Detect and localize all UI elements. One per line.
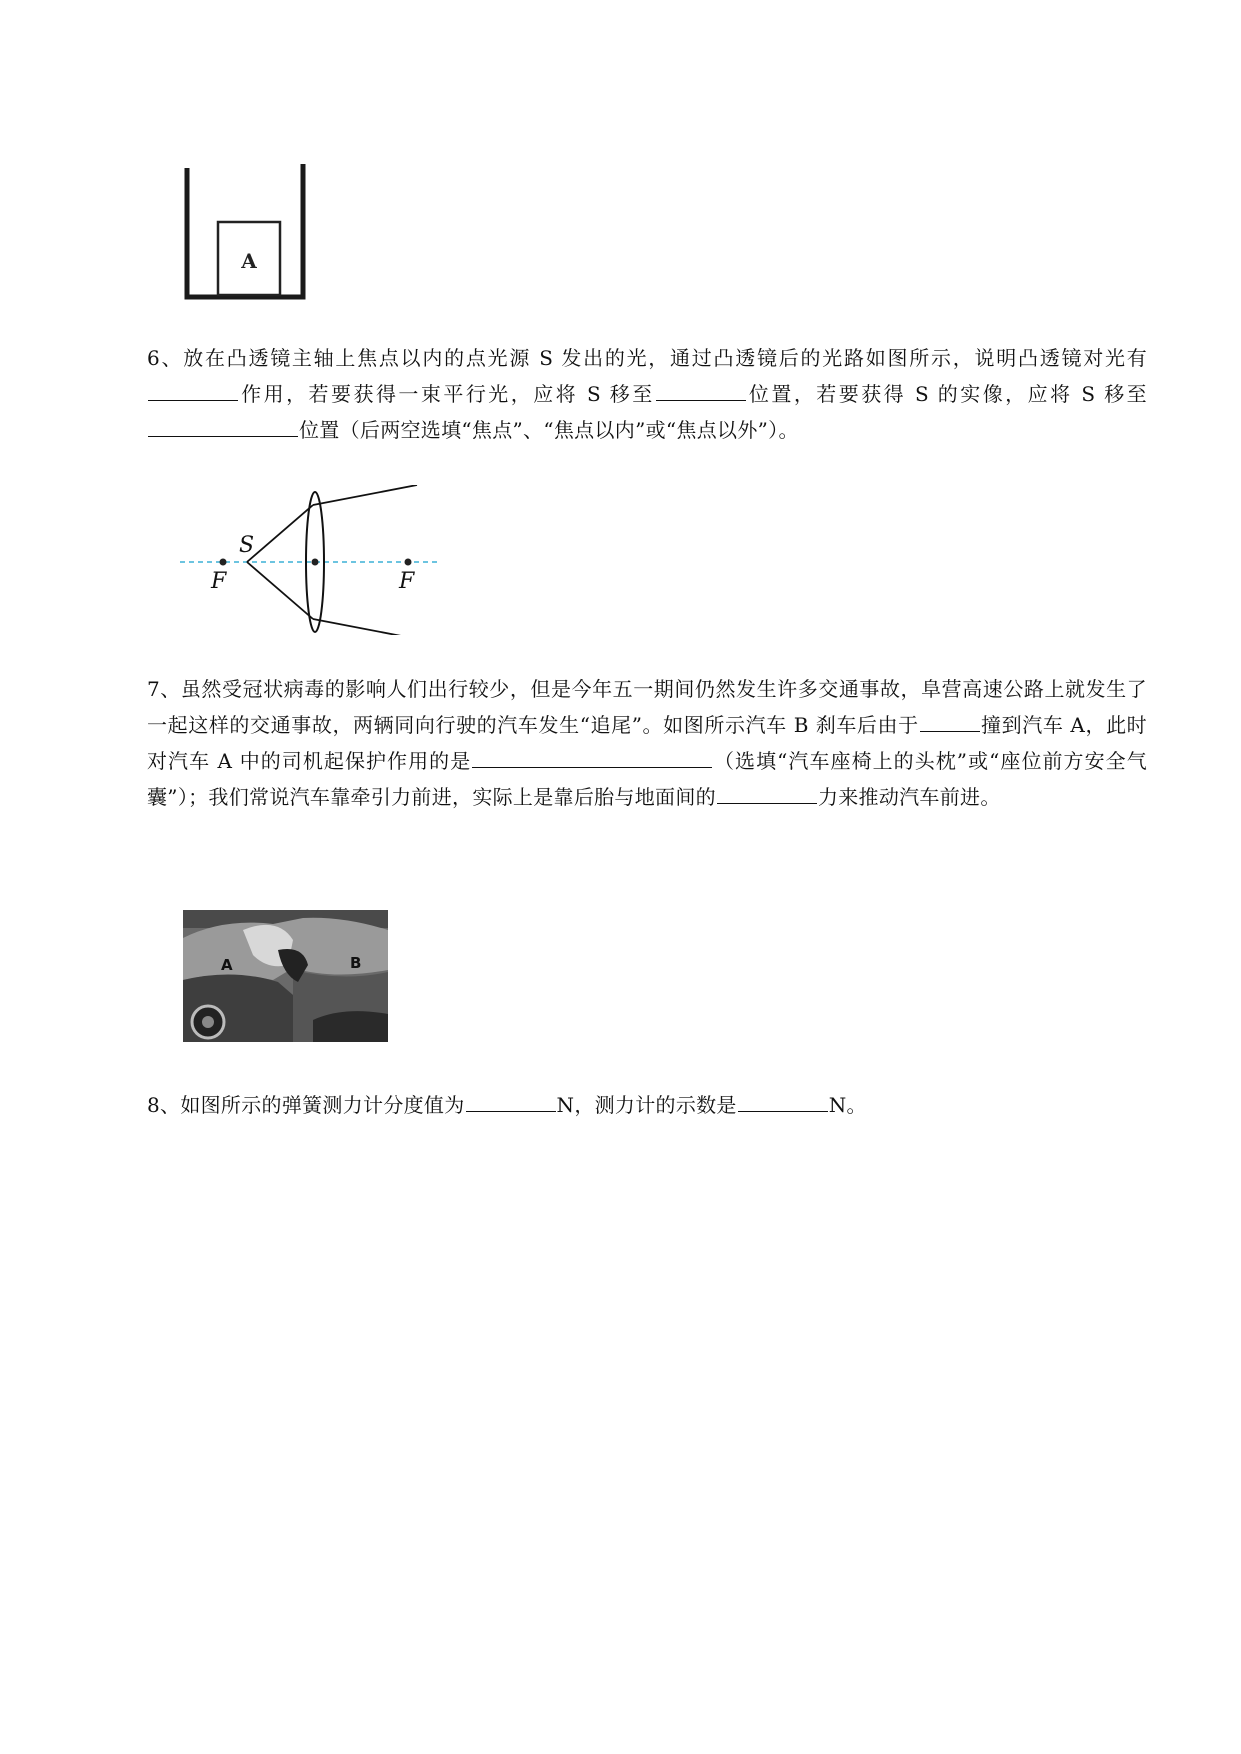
focus-left-dot — [220, 559, 227, 566]
photo-label-b: B — [350, 954, 362, 972]
blank-8-1[interactable] — [466, 1091, 556, 1112]
blank-7-2[interactable] — [472, 747, 712, 768]
ray-upper-out — [313, 485, 417, 505]
ray-lower-out — [313, 619, 417, 635]
photo-label-a: A — [221, 956, 233, 974]
focus-right-dot — [405, 559, 412, 566]
blank-6-2[interactable] — [656, 380, 746, 401]
label-s: S — [239, 533, 255, 558]
label-f-left: F — [211, 569, 227, 594]
convex-lens-figure — [175, 485, 445, 635]
question-7: 7、虽然受冠状病毒的影响人们出行较少，但是今年五一期间仍然发生许多交通事故，阜营高速公路上就发生了一起这样的交通事故，两辆同向行驶的汽车发生“追尾”。如图所示汽车 B 刹车后由于 撞到汽车 A，此时对汽车 A 中的司机起保护作用的是 （选填“汽车座椅上的头枕”或“座位前方安全气囊”）；我们常说汽车靠牵引力前进，实际上是靠后胎与地面间的 力来推动汽车前进。 — [147, 677, 1147, 809]
blank-7-3[interactable] — [717, 783, 817, 804]
container-block-figure — [175, 160, 315, 305]
blank-7-1[interactable] — [920, 711, 980, 732]
blank-8-2[interactable] — [738, 1091, 828, 1112]
lens-center-dot — [312, 559, 319, 566]
block-a-label: A — [241, 249, 257, 273]
question-8: 8、如图所示的弹簧测力计分度值为 N，测力计的示数是 N。 — [147, 1093, 867, 1117]
blank-6-3[interactable] — [148, 416, 298, 437]
label-f-right: F — [399, 569, 415, 594]
ray-lower-in — [247, 562, 313, 619]
ray-upper-in — [247, 505, 313, 562]
question-6: 6、放在凸透镜主轴上焦点以内的点光源 S 发出的光，通过凸透镜后的光路如图所示，说明凸透镜对光有作用，若要获得一束平行光，应将 S 移至 位置，若要获得 S 的实像，应将 S 移至位置（后两空选填“焦点”、“焦点以内”或“焦点以外”）。 — [147, 346, 1147, 442]
car-collision-photo — [183, 910, 388, 1042]
blank-6-1[interactable] — [148, 380, 238, 401]
